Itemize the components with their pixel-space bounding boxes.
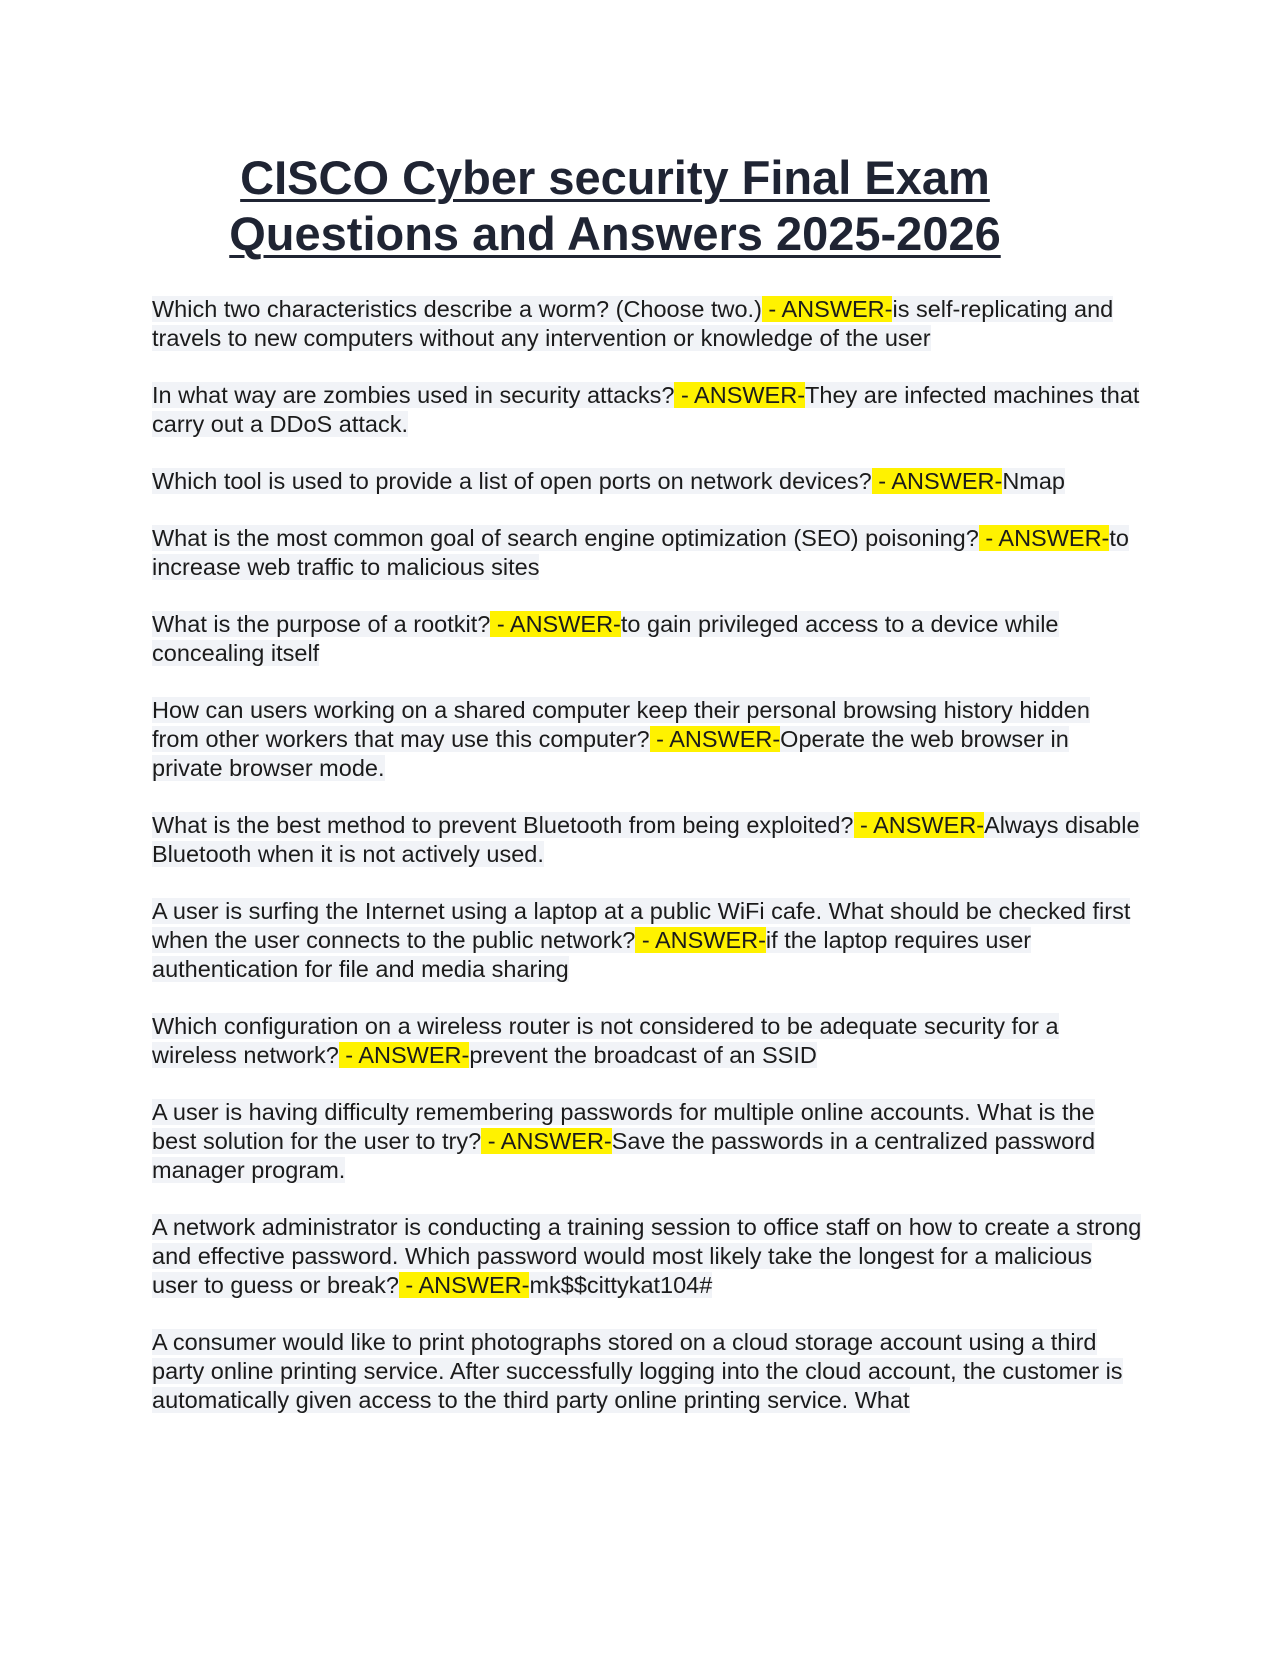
answer-text: Nmap [1002,468,1065,494]
qa-item [152,1213,1142,1300]
answer-marker: - ANSWER- [649,726,781,752]
answer-text: to gain privileged access to a device while concealing itself [152,611,1059,666]
answer-text: They are infected machines that carry out a DDoS attack. [152,382,1140,437]
question-text: What is the most common goal of search engine optimization (SEO) poisoning? [152,525,979,551]
answer-text: to increase web traffic to malicious sites [152,525,1129,580]
answer-marker: - ANSWER- [871,468,1003,494]
qa-list [152,295,1142,1443]
question-text: A user is surfing the Internet using a laptop at a public WiFi cafe. What should be checked first when the user connects to the public network? [152,898,1131,953]
answer-marker: - ANSWER- [635,927,766,953]
qa-item [152,524,1142,582]
qa-item [152,1098,1142,1185]
question-text: Which configuration on a wireless router is not considered to be adequate security for a wireless network? [152,1013,1059,1068]
qa-item [152,467,1142,496]
answer-marker: - ANSWER- [338,1042,470,1068]
question-text: Which two characteristics describe a worm? (Choose two.) [152,296,762,322]
qa-item [152,381,1142,439]
question-text: What is the best method to prevent Bluetooth from being exploited? [152,812,854,838]
question-text: How can users working on a shared computer keep their personal browsing history hidden from other workers that may use this computer? [152,697,1090,752]
question-text: Which tool is used to provide a list of open ports on network devices? [152,468,872,494]
question-text: A consumer would like to print photographs stored on a cloud storage account using a third party online printing service. After successfully logging into the cloud account, the customer is automatically given access to the third party online printing service. What [152,1329,1123,1413]
answer-marker: - ANSWER- [674,382,806,408]
answer-marker: - ANSWER- [490,611,621,637]
qa-item [152,811,1142,869]
answer-marker: - ANSWER- [481,1128,612,1154]
answer-text: Operate the web browser in private browser mode. [152,726,1069,781]
answer-marker: - ANSWER- [853,812,985,838]
answer-text: Always disable Bluetooth when it is not actively used. [152,812,1140,867]
qa-item [152,295,1142,353]
qa-item [152,610,1142,668]
answer-text: mk$$cittykat104# [529,1272,713,1298]
question-text: What is the purpose of a rootkit? [152,611,491,637]
answer-text: Save the passwords in a centralized password manager program. [152,1128,1096,1183]
qa-item [152,1328,1142,1415]
qa-item [152,696,1142,783]
answer-marker: - ANSWER- [398,1272,530,1298]
qa-item [152,1012,1142,1070]
question-text: A network administrator is conducting a training session to office staff on how to create a strong and effective password. Which password would most likely take the longest for a malicious user to guess or break? [152,1214,1142,1298]
qa-item [152,897,1142,984]
question-text: A user is having difficulty remembering passwords for multiple online accounts. What is the best solution for the user to try? [152,1099,1095,1154]
answer-text: prevent the broadcast of an SSID [469,1042,817,1068]
document-title: CISCO Cyber security Final Exam Questions and Answers 2025-2026 [229,151,1001,260]
answer-text: is self-replicating and travels to new computers without any intervention or knowledge of the user [152,296,1114,351]
question-text: In what way are zombies used in security attacks? [152,382,675,408]
answer-marker: - ANSWER- [978,525,1110,551]
answer-marker: - ANSWER- [761,296,893,322]
answer-text: if the laptop requires user authentication for file and media sharing [152,927,1032,982]
